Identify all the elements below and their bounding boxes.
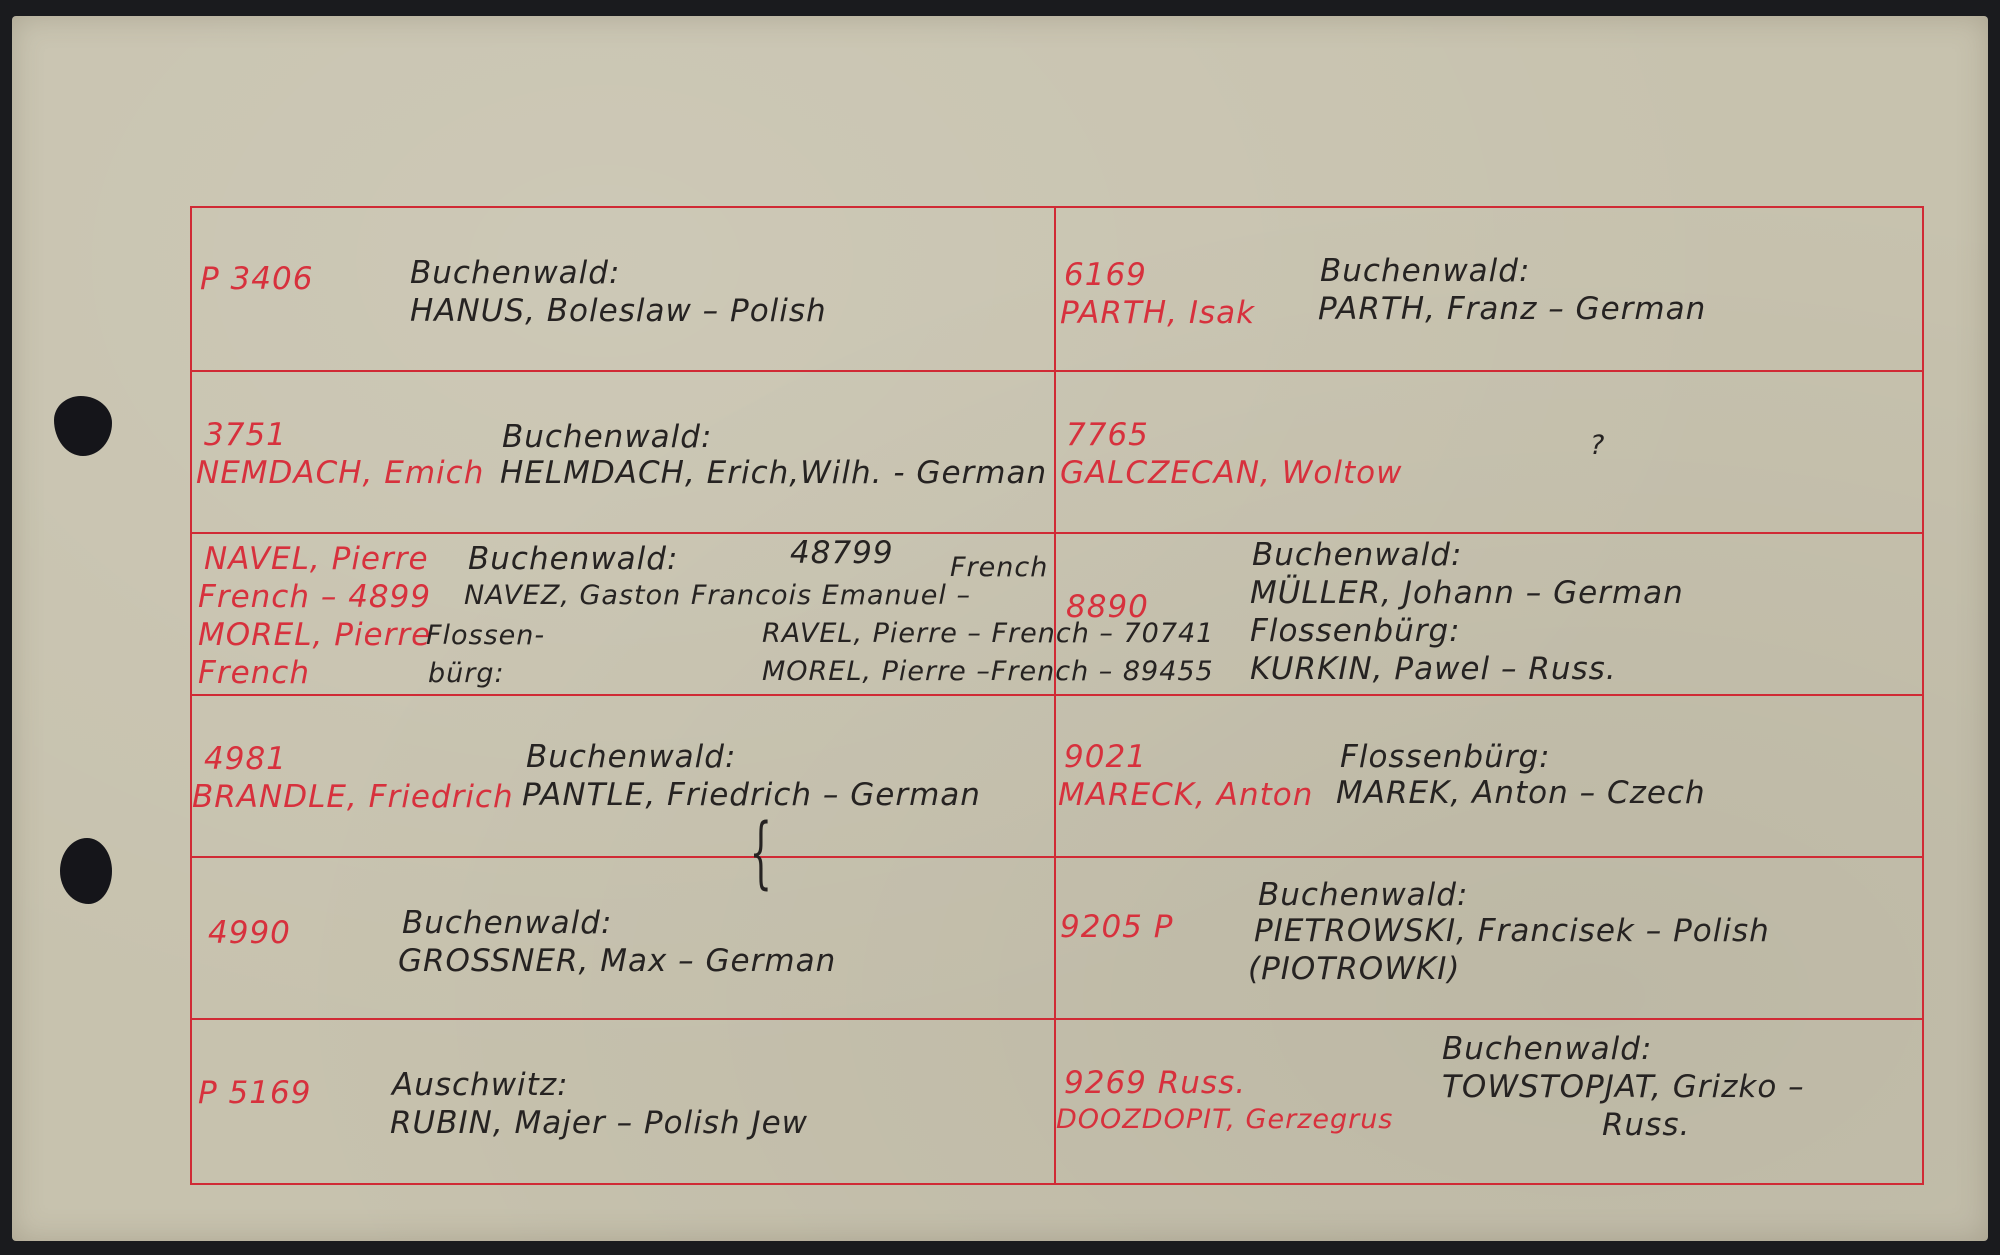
nationality-note: French xyxy=(950,552,1049,583)
record-name: PARTH, Isak xyxy=(1060,295,1256,331)
record-name: NAVEL, Pierre xyxy=(204,541,429,577)
record-number: 7765 xyxy=(1066,417,1149,453)
record-number: P 3406 xyxy=(200,261,314,297)
record-number: 8890 xyxy=(1066,589,1149,625)
record-number: 3751 xyxy=(204,417,287,453)
prisoner-entry: GROSSNER, Max – German xyxy=(398,943,837,979)
camp-label: Buchenwald: xyxy=(502,419,713,455)
prisoner-entry: TOWSTOPJAT, Grizko – xyxy=(1442,1069,1805,1105)
camp-label: Buchenwald: xyxy=(526,739,737,775)
record-number: 4990 xyxy=(208,915,291,951)
camp-label: Buchenwald: xyxy=(410,255,621,291)
camp-label: Auschwitz: xyxy=(392,1067,569,1103)
record-number: 6169 xyxy=(1064,257,1147,293)
record-name: GALCZECAN, Woltow xyxy=(1060,455,1403,491)
punch-hole-top xyxy=(54,396,112,456)
camp-number: 48799 xyxy=(790,535,894,571)
record-number: 4981 xyxy=(204,741,287,777)
camp-label: bürg: xyxy=(428,658,505,689)
camp-label: Flossen- xyxy=(426,620,546,651)
record-name: NEMDACH, Emich xyxy=(196,455,485,491)
camp-label: Buchenwald: xyxy=(1252,537,1463,573)
camp-label: Buchenwald: xyxy=(1442,1031,1653,1067)
prisoner-entry: HANUS, Boleslaw – Polish xyxy=(410,293,827,329)
camp-label: Buchenwald: xyxy=(402,905,613,941)
camp-label: Buchenwald: xyxy=(1258,877,1469,913)
row-divider xyxy=(192,856,1922,858)
camp-label: Buchenwald: xyxy=(1320,253,1531,289)
brace: { xyxy=(749,808,772,898)
record-number: 9021 xyxy=(1064,739,1147,775)
row-divider xyxy=(192,370,1922,372)
record-number: P 5169 xyxy=(198,1075,312,1111)
prisoner-entry: KURKIN, Pawel – Russ. xyxy=(1250,651,1617,687)
prisoner-entry: MAREK, Anton – Czech xyxy=(1336,775,1706,811)
camp-label: Flossenbürg: xyxy=(1340,739,1551,775)
prisoner-entry: RUBIN, Majer – Polish Jew xyxy=(390,1105,809,1141)
query-mark: ? xyxy=(1590,430,1606,461)
row-divider xyxy=(192,532,1922,534)
index-card xyxy=(12,16,1988,1241)
prisoner-entry: MÜLLER, Johann – German xyxy=(1250,575,1684,611)
record-nationality: French xyxy=(198,655,310,691)
alias-entry: (PIOTROWKI) xyxy=(1248,951,1461,987)
prisoner-entry: PIETROWSKI, Francisek – Polish xyxy=(1254,913,1770,949)
prisoner-entry: MOREL, Pierre –French – 89455 xyxy=(762,656,1214,687)
row-divider xyxy=(192,694,1922,696)
punch-hole-bottom xyxy=(60,838,112,904)
record-name: MARECK, Anton xyxy=(1058,777,1314,813)
record-number: 9205 P xyxy=(1060,909,1174,945)
camp-label: Buchenwald: xyxy=(468,541,679,577)
record-name: BRANDLE, Friedrich xyxy=(192,779,514,815)
prisoner-entry: HELMDACH, Erich,Wilh. - German xyxy=(500,455,1048,491)
camp-label: Flossenbürg: xyxy=(1250,613,1461,649)
record-name: MOREL, Pierre xyxy=(198,617,432,653)
record-name: DOOZDOPIT, Gerzegrus xyxy=(1056,1104,1394,1135)
record-number: French – 4899 xyxy=(198,579,432,615)
row-divider xyxy=(192,1018,1922,1020)
prisoner-entry: RAVEL, Pierre – French – 70741 xyxy=(762,618,1215,649)
prisoner-nationality: Russ. xyxy=(1602,1107,1691,1143)
prisoner-entry: PANTLE, Friedrich – German xyxy=(522,777,981,813)
record-number: 9269 Russ. xyxy=(1064,1065,1247,1101)
record-grid xyxy=(190,206,1924,1185)
prisoner-entry: NAVEZ, Gaston Francois Emanuel – xyxy=(464,580,971,611)
prisoner-entry: PARTH, Franz – German xyxy=(1318,291,1707,327)
